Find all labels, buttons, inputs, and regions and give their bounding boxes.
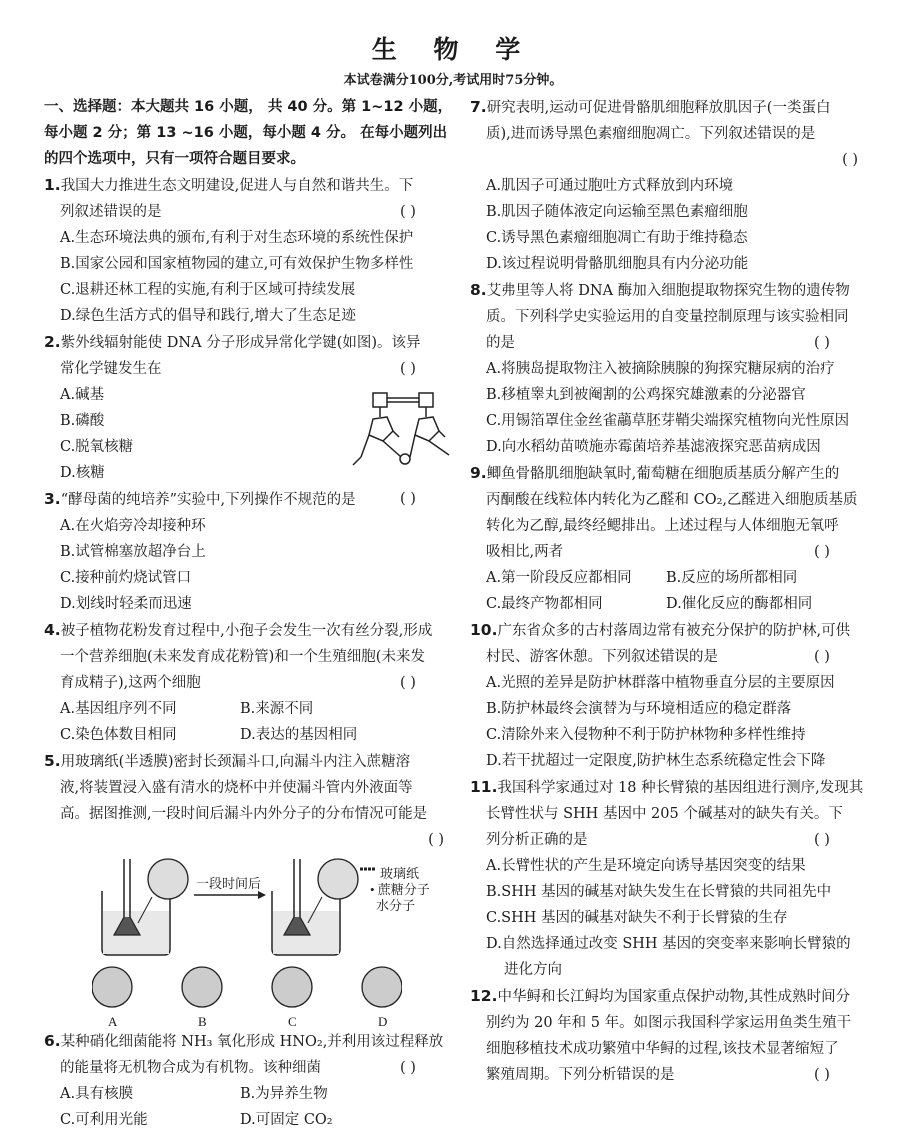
option-b[interactable]: B.来源不同 [240,701,314,717]
answer-blank[interactable]: ( ) [400,1060,416,1076]
option-d[interactable]: D.若干扰超过一定限度,防护林生态系统稳定性会下降 [486,753,826,769]
option-b[interactable]: B.为异养生物 [240,1086,328,1102]
option-d[interactable]: D.催化反应的酶都相同 [666,596,813,612]
answer-blank[interactable]: ( ) [428,832,444,848]
dna-crosslink-diagram [349,387,459,477]
option-a[interactable]: A.碱基 [60,387,105,403]
option-d[interactable]: D.划线时轻柔而迅速 [60,596,192,612]
option-d-cont: 进化方向 [504,962,562,978]
answer-blank[interactable]: ( ) [814,1067,830,1083]
option-a[interactable]: A.在火焰旁冷却接种环 [60,518,206,534]
option-b[interactable]: B.防护林最终会演替为与环境相适应的稳定群落 [486,701,792,717]
answer-blank[interactable]: ( ) [842,152,858,168]
option-d[interactable]: D.核糖 [60,465,105,481]
option-b[interactable]: B.肌因子随体液定向运输至黑色素瘤细胞 [486,204,748,220]
question-7: 7.研究表明,运动可促进骨骼肌细胞释放肌因子(一类蛋白 质),进而诱导黑色素瘤细胞凋亡。下列叙述错误的是 ( ) A.肌因子可通过胞吐方式释放到内环境 B.肌因子随体液定向运输至黑色素瘤细胞 C.诱导黑色素瘤细胞凋亡有助于维持稳态 D.该过程说明骨骼肌细胞具有内分泌功能 [470,94,870,277]
question-12: 12.中华鲟和长江鲟均为国家重点保护动物,其性成熟时间分 别约为 20 年和 5 年。如图示我国科学家运用鱼类生殖干 细胞移植技术成功繁殖中华鲟的过程,该技术显著缩短了 繁殖周期。下列分析错误的是 ( ) [470,983,870,1088]
answer-blank[interactable]: ( ) [814,544,830,560]
question-9: 9.鲫鱼骨骼肌细胞缺氧时,葡萄糖在细胞质基质分解产生的 丙酮酸在线粒体内转化为乙醛和 CO₂,乙醛进入细胞质基质 转化为乙醇,最终经鳃排出。上述过程与人体细胞无氧呼 吸相比,两者 ( ) A.第一阶段反应都相同 B.反应的场所都相同 C.最终产物都相同 D.催化反应的酶都相同 [470,460,870,617]
option-d[interactable]: D.向水稻幼苗喷施赤霉菌培养基滤液探究恶苗病成因 [486,439,821,455]
answer-blank[interactable]: ( ) [400,491,416,507]
answer-blank[interactable]: ( ) [400,204,416,220]
question-3: 3.“酵母菌的纯培养”实验中,下列操作不规范的是 ( ) A.在火焰旁冷却接种环 B.试管棉塞放超净台上 C.接种前灼烧试管口 D.划线时轻柔而迅速 [44,486,456,617]
option-d[interactable]: D.该过程说明骨骼肌细胞具有内分泌功能 [486,256,749,272]
option-d[interactable]: D.可固定 CO₂ [240,1112,333,1128]
question-8: 8.艾弗里等人将 DNA 酶加入细胞提取物探究生物的遗传物 质。下列科学史实验运用的自变量控制原理与该实验相同 的是 ( ) A.将胰岛提取物注入被摘除胰腺的狗探究糖尿病的治疗 B.移植睾丸到被阉割的公鸡探究雄激素的分泌器官 C.用锡箔罩住金丝雀虉草胚芽鞘尖端探究植物向光性原因 D.向水稻幼苗喷施赤霉菌培养基滤液探究恶苗病成因 [470,277,870,460]
question-11: 11.我国科学家通过对 18 种长臂猿的基因组进行测序,发现其 长臂性状与 SHH 基因中 205 个碱基对的缺失有关。下 列分析正确的是 ( ) A.长臂性状的产生是环境定向诱导基因突变的结果 B.SHH 基因的碱基对缺失发生在长臂猿的共同祖先中 C.SHH 基因的碱基对缺失不利于长臂猿的生存 D.自然选择通过改变 SHH 基因的突变率来影响长臂猿的 进化方向 [470,774,870,983]
option-b[interactable]: B.反应的场所都相同 [666,570,798,586]
option-c[interactable]: C.退耕还林工程的实施,有利于区域可持续发展 [60,282,356,298]
option-c[interactable]: C.脱氧核糖 [60,439,134,455]
option-a[interactable]: A.第一阶段反应都相同 [486,570,632,586]
right-column [470,94,870,1088]
option-b[interactable]: B.国家公园和国家植物园的建立,可有效保护生物多样性 [60,256,414,272]
left-column [44,94,456,1133]
question-1: 1.我国大力推进生态文明建设,促进人与自然和谐共生。下 列叙述错误的是 ( ) A.生态环境法典的颁布,有利于对生态环境的系统性保护 B.国家公园和国家植物园的建立,可有效保护生物多样性 C.退耕还林工程的实施,有利于区域可持续发展 D.绿色生活方式的倡导和践行,增大了生态足迹 [44,172,456,329]
option-b[interactable]: B.磷酸 [60,413,105,429]
answer-blank[interactable]: ( ) [814,832,830,848]
question-4: 4.被子植物花粉发育过程中,小孢子会发生一次有丝分裂,形成 一个营养细胞(未来发育成花粉管)和一个生殖细胞(未来发 育成精子),这两个细胞 ( ) A.基因组序列不同 B.来源不同 C.染色体数目相同 D.表达的基因相同 [44,617,456,748]
option-b[interactable]: B.移植睾丸到被阉割的公鸡探究雄激素的分泌器官 [486,387,806,403]
option-c[interactable]: C.最终产物都相同 [486,596,603,612]
option-b[interactable]: B.SHH 基因的碱基对缺失发生在长臂猿的共同祖先中 [486,884,832,900]
option-c[interactable]: C.SHH 基因的碱基对缺失不利于长臂猿的生存 [486,910,788,926]
option-a[interactable]: A.长臂性状的产生是环境定向诱导基因突变的结果 [486,858,806,874]
option-d[interactable]: D.自然选择通过改变 SHH 基因的突变率来影响长臂猿的 [486,936,851,952]
option-b[interactable]: B.试管棉塞放超净台上 [60,544,206,560]
option-a[interactable]: A.基因组序列不同 [60,701,177,717]
answer-blank[interactable]: ( ) [400,361,416,377]
page-title: 生 物 学 [371,35,535,64]
option-c[interactable]: C.可利用光能 [60,1112,148,1128]
option-c[interactable]: C [288,1014,297,1029]
option-a[interactable]: A.将胰岛提取物注入被摘除胰腺的狗探究糖尿病的治疗 [486,361,835,377]
option-c[interactable]: C.清除外来入侵物种不利于防护林物种多样性维持 [486,727,806,743]
option-a[interactable]: A.具有核膜 [60,1086,134,1102]
question-5: 5.用玻璃纸(半透膜)密封长颈漏斗口,向漏斗内注入蔗糖溶 液,将装置浸入盛有清水的烧杯中并使漏斗管内外液面等 高。据图推测,一段时间后漏斗内外分子的分布情况可能是 ( ) 一段时间后 玻璃纸 • 蔗糖分子 水分子 A B C D [44,748,456,1028]
option-a[interactable]: A.生态环境法典的颁布,有利于对生态环境的系统性保护 [60,230,414,246]
option-c[interactable]: C.染色体数目相同 [60,727,177,743]
answer-circles [92,965,402,1009]
answer-blank[interactable]: ( ) [814,649,830,665]
option-d[interactable]: D [378,1014,388,1029]
option-a[interactable]: A [108,1014,118,1029]
question-2: 2.紫外线辐射能使 DNA 分子形成异常化学键(如图)。该异 常化学键发生在 ( ) A.碱基 B.磷酸 C.脱氧核糖 D.核糖 [44,329,456,486]
osmosis-figure [44,853,456,1028]
answer-blank[interactable]: ( ) [814,335,830,351]
legend-water: 水分子 [376,898,416,913]
option-c[interactable]: C.接种前灼烧试管口 [60,570,192,586]
question-6: 6.某种硝化细菌能将 NH₃ 氧化形成 HNO₂,并利用该过程释放 的能量将无机物合成为有机物。该种细菌 ( ) A.具有核膜 B.为异养生物 C.可利用光能 D.可固定 CO₂ [44,1028,456,1133]
option-a[interactable]: A.肌因子可通过胞吐方式释放到内环境 [486,178,734,194]
answer-blank[interactable]: ( ) [400,675,416,691]
arrow-label: 一段时间后 [196,876,262,891]
option-b[interactable]: B [198,1014,207,1029]
legend-cellophane: 玻璃纸 [380,866,420,881]
exam-info: 本试卷满分100分,考试用时75分钟。 [343,73,563,88]
option-d[interactable]: D.表达的基因相同 [240,727,358,743]
option-c[interactable]: C.用锡箔罩住金丝雀虉草胚芽鞘尖端探究植物向光性原因 [486,413,850,429]
option-c[interactable]: C.诱导黑色素瘤细胞凋亡有助于维持稳态 [486,230,748,246]
section-heading: 一、选择题：本大题共 16 小题， 共 40 分。第 1~12 小题， 每小题 2 分；第 13 ~16 小题，每小题 4 分。 在每小题列出 的四个选项中，只有一项符合题目要求。 [44,99,453,167]
question-10: 10.广东省众多的古村落周边常有被充分保护的防护林,可供 村民、游客休憩。下列叙述错误的是 ( ) A.光照的差异是防护林群落中植物垂直分层的主要原因 B.防护林最终会演替为与环境相适应的稳定群落 C.清除外来入侵物种不利于防护林物种多样性维持 D.若干扰超过一定限度,防护林生态系统稳定性会下降 [470,617,870,774]
option-d[interactable]: D.绿色生活方式的倡导和践行,增大了生态足迹 [60,308,356,324]
option-a[interactable]: A.光照的差异是防护林群落中植物垂直分层的主要原因 [486,675,835,691]
legend-sucrose: • 蔗糖分子 [370,882,430,897]
